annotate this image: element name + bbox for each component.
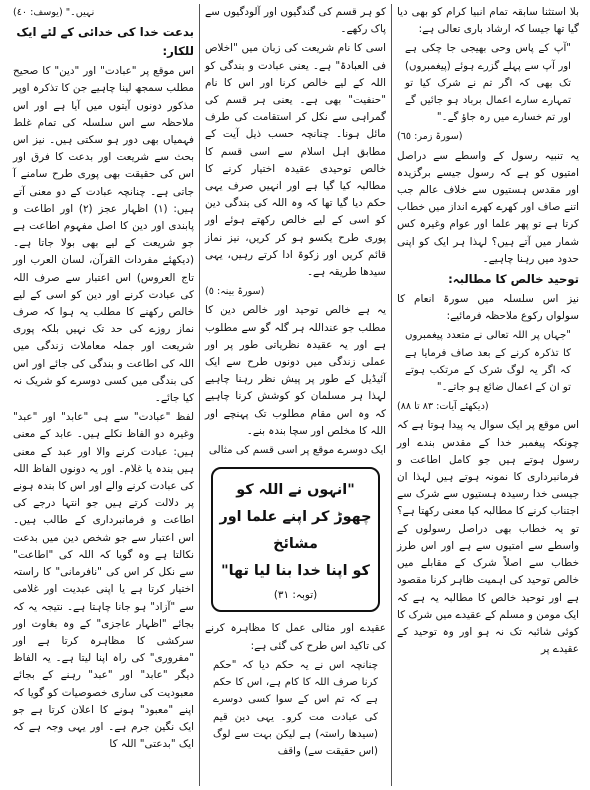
paragraph: بلا استثنا سابقہ تمام انبیا کرام کو بھی دیا گیا تھا جیسا کہ ارشاد باری تعالی ہے: — [397, 6, 579, 36]
quote-line: چھوڑ کر اپنے علما اور مشائخ — [219, 509, 372, 553]
paragraph: ایک دوسرے موقع پر اسی قسم کی مثالی — [208, 444, 386, 457]
paragraph: کو ہر قسم کی گندگیوں اور آلودگیوں سے پاک رکھے۔ — [205, 6, 386, 36]
paragraph: اسی کا نام شریعت کی زبان میں "اخلاص فی العبادۃ" ہے۔ یعنی عبادت و بندگی کو اللہ کے لیے خالص کرنا اور اس کا نام "حنفیت" بھی ہے۔ یعنی ہر قسم کی گمراہی سے نکل کر استقامت کی طرف مائل ہونا۔ چنانچہ حسب ذیل آیت کے مطابق اہل اسلام سے اسی قسم کا خالص توحیدی عقیدہ اختیار کرنے کا مطالبہ کیا گیا ہے اور انہیں صرف یہی حکم دیا گیا تھا کہ وہ اللہ کی بندگی دین کو اسی کے لیے خالص رکھتے ہوئے اور پوری طرح یکسو ہو کر کریں، نیز نماز قائم کریں اور زکوۃ ادا کرتے رہیں، یہی سیدھا طریقہ ہے۔ — [205, 42, 386, 279]
column-middle — [200, 4, 392, 786]
paragraph: نیز اس سلسلہ میں سورۃ انعام کا سولواں رکوع ملاحظہ فرمائیے: — [397, 293, 579, 323]
quoted-verse: "آپ کے پاس وحی بھیجی جا چکی ہے اور آپ سے پہلے گزرے ہوئے (پیغمبروں) تک بھی کہ اگر تم نے شرک کیا تو تمہارے سارے اعمال برباد ہو جائیں گے اور تم خسارے میں رہ جاؤ گے۔" — [405, 43, 571, 124]
quote-line: کو اپنا خدا بنا لیا تھا" — [221, 563, 370, 580]
paragraph: اس موقع پر "عبادت" اور "دین" کا صحیح مطلب سمجھ لینا چاہیے جن کا تذکرہ اوپر مذکور دونوں آیتوں میں آیا ہے اور اس ملاحظہ سے اس سلسلہ کی تمام غلط فہمیاں بھی دور ہو سکتی ہیں۔ نیز اس بحث سے شریعت اور بدعت کا فرق اور اس کی حقیقت بھی پوری طرح سامنے آ جاتی ہے۔ چنانچہ عبادت کے دو معنی آتے ہیں: (١) اظہار عجز (٢) اور اطاعت و پابندی اور دین کا اصل مفہوم اطاعت ہے جو شریعت کے لیے بھی بولا جاتا ہے۔ (دیکھئے مفردات القرآن، لسان العرب اور تاج العروس) اس اعتبار سے صرف اللہ کی عبادت کرنے اور دین کو اسی کے لیے خالص رکھنے کا مطلب یہ ہوا کہ صرف نماز روزے کی حد تک نہیں بلکہ پوری شریعت اور جملہ معاملات زندگی میں اللہ کی اطاعت و بندگی کی جائے اور اس کی بندگی میں کسی دوسرے کو شریک نہ کیا جائے۔ — [13, 65, 194, 405]
highlighted-quote-box — [211, 467, 380, 612]
verse-reference: (سورۃ زمر: ٦٥) — [397, 131, 463, 143]
section-heading: توحید خالص کا مطالبہ: — [448, 272, 579, 287]
paragraph: اس موقع پر ایک سوال یہ پیدا ہوتا ہے کہ چونکہ پیغمبر خدا کے مقدس بندے اور رسول ہوتے ہیں جو کامل اطاعت و فرمانبرداری کا نمونہ ہوتے ہیں لہذا ان جیسی خدا رسیدہ ہستیوں سے شرک سے اجتناب کرنے کا مطالبہ کیا معنی رکھتا ہے؟ تو یہ خطاب بھی دراصل رسولوں کے واسطے سے امتیوں سے ہے اور اس طرز خطاب سے اصلاً شرک کے مقابلے میں خالص توحید کی اہمیت ظاہر کرنا مقصود ہے اور توحید خالص کا مطالبہ یہ ہے کہ ایک مومن و مسلم کے عقیدے میں شرک کا کوئی شائبہ تک نہ ہو اور وہ توحید کے عقیدے پر — [397, 419, 579, 656]
paragraph: لفظ "عبادت" سے ہی "عابد" اور "عبد" وغیرہ دو الفاظ نکلے ہیں۔ عابد کے معنی ہیں: عبادت کرنے والا اور عبد کے معنی ہیں بندہ یا غلام۔ اور یہ دونوں الفاظ اللہ کی عبادت کرنے والے اور اس کا بندہ ہونے پر دلالت کرتے ہیں جو انتہا درجے کی اطاعت و فرمانبرداری کے طالب ہیں۔ اس اعتبار سے جو شخص دین میں بدعت نکالتا ہے وہ گویا کہ اللہ کی "اطاعت" سے نکل کر اس کی "نافرمانی" کا راستہ اختیار کرتا ہے یا اپنی عبدیت اور غلامی سے "آزاد" ہو جانا چاہتا ہے۔ نتیجہ یہ کہ بجائے "اظہار عاجزی" کے وہ بغاوت اور سرکشی کا مظاہرہ کرتا ہے اور "مفروری" کی راہ اپنا لیتا ہے۔ یہ الفاظ دیگر "عابد" اور "عبد" رہنے کے بجائے معبودیت کی ساری خصوصیات کو گویا کہ اپنے "معبود" ہونے کا اعلان کرتا ہے جو ایک نگین جرم ہے۔ اور یہی وجہ ہے کہ ایک "بدعتی" اللہ کا — [13, 411, 194, 751]
columns — [6, 4, 584, 786]
quoted-verse: "جہاں پر اللہ تعالی نے متعدد پیغمبروں کا تذکرہ کرنے کے بعد صاف فرمایا ہے کہ اگر یہ لوگ شرک کے مرتکب ہوتے تو ان کے اعمال ضائع ہو جاتے۔" — [405, 330, 571, 394]
paragraph: عقیدے اور مثالی عمل کا مظاہرہ کرنے کی تاکید اس طرح کی گئی ہے: — [205, 622, 386, 652]
quoted-verse: چنانچہ اس نے یہ حکم دیا کہ "حکم کرنا صرف اللہ کا کام ہے، اس کا حکم ہے کہ تم اس کے سوا کسی دوسرے کی عبادت مت کرو۔ یہی دین قیم (سیدھا راستہ) ہے لیکن بہت سے لوگ (اس حقیقت سے) واقف — [213, 659, 378, 757]
column-left — [8, 4, 200, 786]
quote-line: "انہوں نے اللہ کو — [236, 482, 355, 499]
section-heading: بدعت خدا کی خدائی کے لئے ایک للکار: — [16, 25, 194, 59]
column-right — [392, 4, 584, 786]
verse-reference: (دیکھئے آیات: ٨٣ تا ٨٨) — [397, 401, 489, 413]
quote-reference: (توبہ: ٣١) — [273, 589, 318, 602]
continued-reference: نہیں۔" (یوسف: ٤٠) — [13, 7, 95, 18]
paragraph: یہ تنبیہ رسول کے واسطے سے دراصل امتیوں کو ہے کہ رسول جیسے برگزیدہ اور مقدس ہستیوں سے خلاف عالم جب اتنے صاف اور کھرے کھرے انداز میں خطاب کرتا ہے تو پھر علما اور عوام وغیرہ کس شمار میں آتے ہیں؟ لہذا ہر ایک کو اپنی حدود میں رہنا چاہیے۔ — [397, 149, 579, 265]
verse-reference: (سورۃ بینہ: ٥) — [205, 286, 265, 298]
paragraph: یہ ہے خالص توحید اور خالص دین کا مطلب جو عنداللہ ہر گلہ گو سے مطلوب ہے اور یہ عقیدہ نظریاتی طور پر اور عملی زندگی میں دونوں طرح سے ایک آئیڈیل کے طور پر پیش نظر رہنا چاہیے لہذا ہر مسلمان کو کوشش کرنا چاہیے کہ وہ اس مقام مطلوب تک پہنچے اور اللہ کا مخلص اور سچا بندہ بنے۔ — [205, 304, 386, 437]
